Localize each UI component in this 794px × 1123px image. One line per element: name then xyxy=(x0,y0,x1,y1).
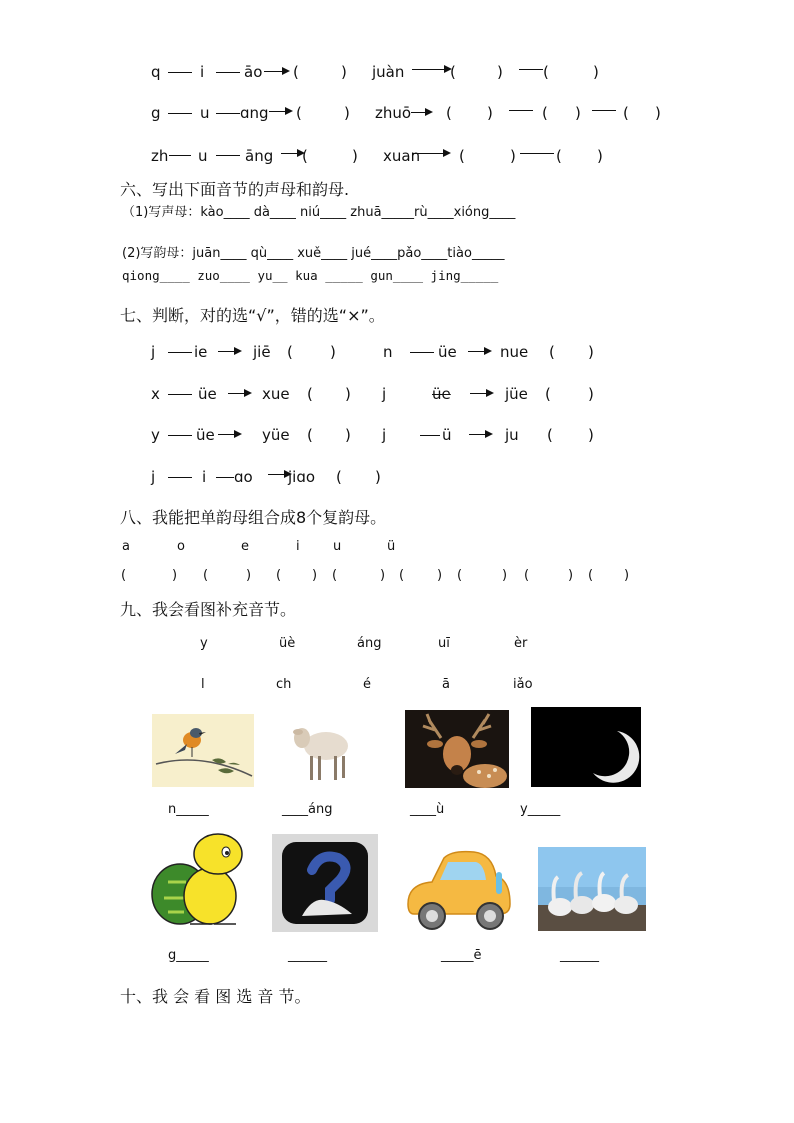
answer-blank[interactable]: ____áng xyxy=(282,802,333,817)
connector-dash xyxy=(216,477,234,478)
judge-bracket-open[interactable]: ( xyxy=(307,385,313,403)
bracket-close: ) xyxy=(502,568,508,583)
answer-bracket-close: ) xyxy=(352,147,358,165)
syllable-part: iǎo xyxy=(513,677,533,692)
answer-bracket-close: ) xyxy=(655,104,661,122)
geese-image xyxy=(538,847,646,931)
answer-bracket-close: ) xyxy=(344,104,350,122)
answer-blank[interactable]: ____ù xyxy=(410,802,445,817)
section-6-line-3[interactable]: qiong____ zuo____ yu__ kua _____ gun____ jing_____ xyxy=(122,268,499,283)
answer-bracket-open[interactable]: ( xyxy=(293,63,299,81)
connector-dash xyxy=(509,110,533,111)
arrow-icon xyxy=(281,153,303,154)
arrow-icon xyxy=(268,474,290,475)
connector-dash xyxy=(168,352,192,353)
answer-bracket-open[interactable]: ( xyxy=(543,63,549,81)
syllable: jüe xyxy=(505,385,528,403)
connector-dash xyxy=(168,113,192,114)
arrow-icon xyxy=(469,434,491,435)
judge-bracket-open[interactable]: ( xyxy=(545,385,551,403)
vowel: o xyxy=(177,539,185,554)
answer-bracket-open[interactable]: ( xyxy=(623,104,629,122)
arrow-icon xyxy=(218,434,240,435)
final: ɑo xyxy=(234,468,253,486)
connector-dash xyxy=(420,435,440,436)
final: üe xyxy=(438,343,457,361)
connector-dash xyxy=(168,72,192,73)
answer-blank[interactable]: n_____ xyxy=(168,802,209,817)
vowel: i xyxy=(296,539,300,554)
answer-bracket-open[interactable]: ( xyxy=(450,63,456,81)
bracket-close: ) xyxy=(246,568,252,583)
syllable: xuan xyxy=(383,147,421,165)
answer-bracket-close: ) xyxy=(497,63,503,81)
initial: j xyxy=(151,343,156,361)
connector-dash xyxy=(216,72,240,73)
bracket-open[interactable]: ( xyxy=(399,568,405,583)
answer-blank[interactable]: _____ē xyxy=(441,948,482,963)
judge-bracket-close: ) xyxy=(588,426,594,444)
connector-dash xyxy=(216,155,240,156)
vowel: a xyxy=(122,539,130,554)
arrow-icon xyxy=(269,111,291,112)
syllable-part: üè xyxy=(279,636,296,651)
arrow-icon xyxy=(412,69,450,70)
judge-bracket-open[interactable]: ( xyxy=(307,426,313,444)
judge-bracket-close: ) xyxy=(345,426,351,444)
connector-dash xyxy=(592,110,616,111)
deer-image xyxy=(405,710,509,788)
initial: j xyxy=(151,468,156,486)
judge-bracket-close: ) xyxy=(588,343,594,361)
answer-bracket-close: ) xyxy=(593,63,599,81)
final: üe xyxy=(432,385,451,403)
initial: n xyxy=(383,343,393,361)
section-6-line-1[interactable]: （1)写声母：kào____ dà____ niú____ zhuā_____rù____xióng____ xyxy=(122,205,516,220)
initial: y xyxy=(151,426,160,444)
syllable-part: l xyxy=(201,677,205,692)
sheep-image xyxy=(286,716,358,784)
syllable: yüe xyxy=(262,426,290,444)
final: āng xyxy=(245,147,274,165)
syllable: zhuō xyxy=(375,104,412,122)
arrow-icon xyxy=(218,351,240,352)
section-10-title: 十、我 会 看 图 选 音 节。 xyxy=(120,987,311,1006)
arrow-icon xyxy=(470,393,492,394)
initial: j xyxy=(382,385,387,403)
syllable: jiē xyxy=(253,343,271,361)
syllable-part: èr xyxy=(514,636,528,651)
judge-bracket-close: ) xyxy=(345,385,351,403)
bracket-open[interactable]: ( xyxy=(276,568,282,583)
syllable-part: y xyxy=(200,636,208,651)
answer-bracket-close: ) xyxy=(575,104,581,122)
judge-bracket-open[interactable]: ( xyxy=(336,468,342,486)
vowel: u xyxy=(333,539,342,554)
section-8-title: 八、我能把单韵母组合成8个复韵母。 xyxy=(120,508,387,527)
bracket-open[interactable]: ( xyxy=(203,568,209,583)
medial: i xyxy=(200,63,205,81)
connector-dash xyxy=(216,113,240,114)
medial: u xyxy=(198,147,208,165)
syllable-part: uī xyxy=(438,636,450,651)
answer-blank[interactable]: y_____ xyxy=(520,802,561,817)
syllable: ju xyxy=(505,426,519,444)
vowel: e xyxy=(241,539,249,554)
final: ɑng xyxy=(240,104,269,122)
answer-bracket-open[interactable]: ( xyxy=(542,104,548,122)
arrow-icon xyxy=(411,112,431,113)
moon-image xyxy=(531,707,641,787)
car-image xyxy=(402,848,516,934)
final: ie xyxy=(194,343,208,361)
answer-blank[interactable]: g_____ xyxy=(168,948,209,963)
bracket-close: ) xyxy=(312,568,318,583)
answer-bracket-close: ) xyxy=(341,63,347,81)
bracket-open[interactable]: ( xyxy=(588,568,594,583)
connector-dash xyxy=(169,155,191,156)
vowel: ü xyxy=(387,539,396,554)
bracket-close: ) xyxy=(568,568,574,583)
judge-bracket-close: ) xyxy=(588,385,594,403)
syllable-part: áng xyxy=(357,636,382,651)
connector-dash xyxy=(519,69,543,70)
initial: j xyxy=(382,426,387,444)
bracket-close: ) xyxy=(172,568,178,583)
judge-bracket-close: ) xyxy=(330,343,336,361)
syllable-part: é xyxy=(363,677,371,692)
bird-image xyxy=(152,714,254,787)
section-6-title: 六、写出下面音节的声母和韵母. xyxy=(120,180,350,199)
answer-bracket-open[interactable]: ( xyxy=(296,104,302,122)
judge-bracket-open[interactable]: ( xyxy=(549,343,555,361)
answer-bracket-open[interactable]: ( xyxy=(446,104,452,122)
final: üe xyxy=(198,385,217,403)
answer-bracket-close: ) xyxy=(510,147,516,165)
judge-bracket-open[interactable]: ( xyxy=(287,343,293,361)
section-9-title: 九、我会看图补充音节。 xyxy=(120,600,297,619)
connector-dash xyxy=(168,394,192,395)
initial: g xyxy=(151,104,161,122)
answer-bracket-close: ) xyxy=(597,147,603,165)
syllable: juàn xyxy=(372,63,405,81)
syllable-part: ā xyxy=(442,677,450,692)
connector-dash xyxy=(168,435,192,436)
arrow-icon xyxy=(413,153,449,154)
bracket-close: ) xyxy=(437,568,443,583)
initial: q xyxy=(151,63,161,81)
judge-bracket-close: ) xyxy=(375,468,381,486)
connector-dash xyxy=(410,352,434,353)
bracket-open[interactable]: ( xyxy=(332,568,338,583)
turtle-image xyxy=(150,832,250,932)
bracket-open[interactable]: ( xyxy=(457,568,463,583)
syllable: nue xyxy=(500,343,529,361)
bracket-close: ) xyxy=(624,568,630,583)
final: ü xyxy=(442,426,452,444)
section-6-line-2[interactable]: (2)写韵母：juān____ qù____ xuě____ jué____pǎo____tiào_____ xyxy=(122,246,505,261)
final: āo xyxy=(244,63,263,81)
answer-bracket-open[interactable]: ( xyxy=(556,147,562,165)
ear-image xyxy=(272,834,378,932)
answer-bracket-open[interactable]: ( xyxy=(302,147,308,165)
bracket-close: ) xyxy=(380,568,386,583)
final: üe xyxy=(196,426,215,444)
arrow-icon xyxy=(228,393,250,394)
answer-blank[interactable]: ______ xyxy=(288,948,327,963)
arrow-icon xyxy=(264,71,288,72)
connector-dash xyxy=(168,477,192,478)
medial: u xyxy=(200,104,210,122)
syllable: xue xyxy=(262,385,290,403)
syllable-part: ch xyxy=(276,677,292,692)
answer-bracket-open[interactable]: ( xyxy=(459,147,465,165)
initial: x xyxy=(151,385,160,403)
answer-blank[interactable]: ______ xyxy=(560,948,599,963)
connector-dash xyxy=(520,153,554,154)
answer-bracket-close: ) xyxy=(487,104,493,122)
medial: i xyxy=(202,468,207,486)
section-7-title: 七、判断，对的选“√”，错的选“×”。 xyxy=(120,306,385,325)
syllable: jiɑo xyxy=(288,468,316,486)
initial: zh xyxy=(151,147,169,165)
bracket-open[interactable]: ( xyxy=(121,568,127,583)
bracket-open[interactable]: ( xyxy=(524,568,530,583)
judge-bracket-open[interactable]: ( xyxy=(547,426,553,444)
arrow-icon xyxy=(468,351,490,352)
